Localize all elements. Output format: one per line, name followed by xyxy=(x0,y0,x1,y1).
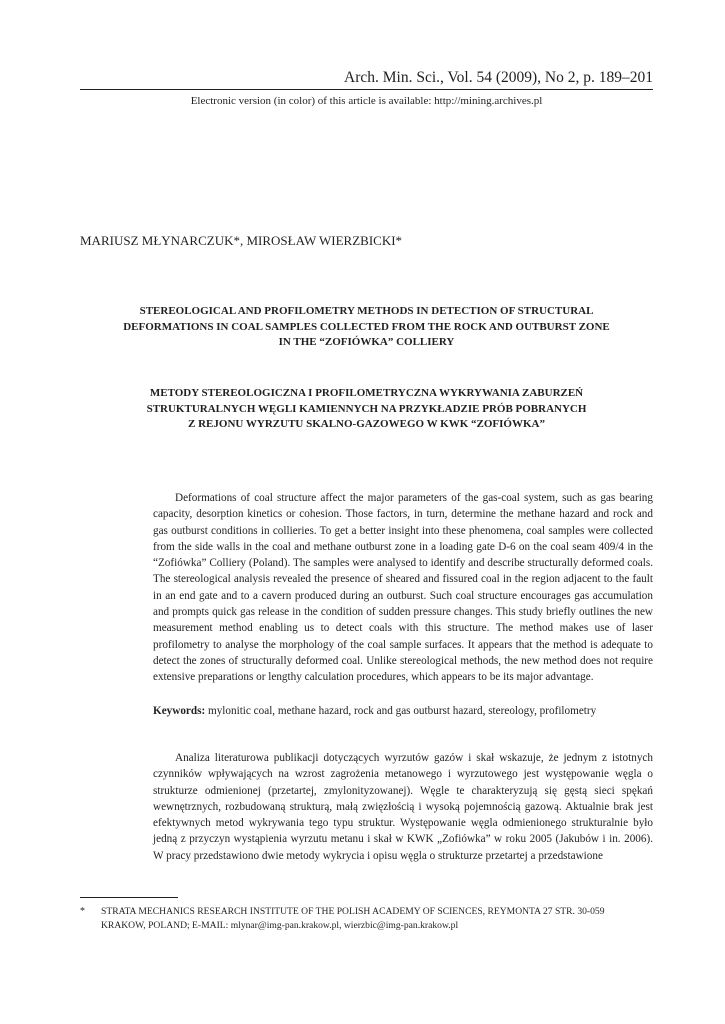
electronic-version-note: Electronic version (in color) of this article is available: http://mining.archives.pl xyxy=(190,95,543,107)
abstract: Deformations of coal structure affect the major parameters of the gas-coal system, such as gas bearing capacity, desorption kinetics or cohesion. Those factors, in turn, determine the methane hazard and rock and gas outburst conditions in collieries. To get a better insight into these phenomena, coal samples were collected from the side walls in the coal and methane outburst zone in a loading gate D-6 on the coal seam 409/4 in the “Zofiówka” Colliery (Poland). The samples were analysed to identify and describe structurally deformed coals. The stereological analysis revealed the presence of sheared and fissured coal in the region adjacent to the fault in an end gate and to a cavern produced during an outburst. Such coal structure encourages gas accumulation and prompts quick gas release in the condition of sudden pressure changes. This study briefly outlines the new measurement method enabling us to detect coals with this structure. The method makes use of laser profilometry to analyse the morphology of the coal sample surfaces. It appears that the method is adequate to detect the zones of structurally deformed coal. Unlike stereological methods, the new method does not require extensive preparations or lengthy calculation procedures, which appears to be its major advantage. xyxy=(153,492,653,684)
title-polish-line-2: STRUKTURALNYCH WĘGLI KAMIENNYCH NA PRZYKŁADZIE PRÓB POBRANYCH xyxy=(146,402,587,415)
journal-citation: Arch. Min. Sci., Vol. 54 (2009), No 2, p. 189–201 xyxy=(344,69,653,86)
body-paragraph: Analiza literaturowa publikacji dotyczących wyrzutów gazów i skał wskazuje, że jednym z istotnych czynników wpływających na wzrost zagrożenia metanowego i wyrzutowego jest występowanie węgla o strukturze odmienionej (przetartej, zmylonityzowanej). Węgle te charakteryzują się gęstą sieci spękań wewnętrznych, rozbudowaną strukturą, małą zwięzłością i wysoką pojemnością gazową. Aktualnie brak jest efektywnych metod wykrywania tego typu struktur. Występowanie węgla odmienionego strukturalnie było jedną z przyczyn wystąpienia wyrzutu metanu i skał w KWK „Zofiówka” w roku 2005 (Jakubów i in. 2006). W pracy przedstawiono dwie metody wykrycia i opisu węgla o strukturze przetartej a przedstawione xyxy=(153,752,653,862)
footnote-line-1: STRATA MECHANICS RESEARCH INSTITUTE OF THE POLISH ACADEMY OF SCIENCES, REYMONTA 27 STR. 30-059 xyxy=(101,906,605,917)
footnote-rule xyxy=(80,897,178,898)
title-polish xyxy=(95,386,638,433)
title-english-line-3: IN THE “ZOFIÓWKA” COLLIERY xyxy=(278,336,455,348)
keywords xyxy=(153,703,653,719)
header-rule xyxy=(80,89,653,90)
footnote-mark: * xyxy=(80,906,85,917)
keywords-label: Keywords: xyxy=(153,705,206,717)
title-english-line-1: STEREOLOGICAL AND PROFILOMETRY METHODS IN DETECTION OF STRUCTURAL xyxy=(139,305,594,317)
title-polish-line-3: Z REJONU WYRZUTU SKALNO-GAZOWEGO W KWK “ZOFIÓWKA” xyxy=(188,418,545,430)
title-english xyxy=(95,304,638,351)
footnote-affiliation xyxy=(101,905,653,933)
keywords-text: mylonitic coal, methane hazard, rock and gas outburst hazard, stereology, profilometry xyxy=(205,705,597,717)
title-english-line-2: DEFORMATIONS IN COAL SAMPLES COLLECTED FROM THE ROCK AND OUTBURST ZONE xyxy=(123,320,610,333)
title-polish-line-1: METODY STEREOLOGICZNA I PROFILOMETRYCZNA WYKRYWANIA ZABURZEŃ xyxy=(149,387,584,399)
footnote-line-2: KRAKOW, POLAND; E-MAIL: mlynar@img-pan.krakow.pl, wierzbic@img-pan.krakow.pl xyxy=(101,920,459,931)
authors: MARIUSZ MŁYNARCZUK*, MIROSŁAW WIERZBICKI* xyxy=(80,233,403,248)
